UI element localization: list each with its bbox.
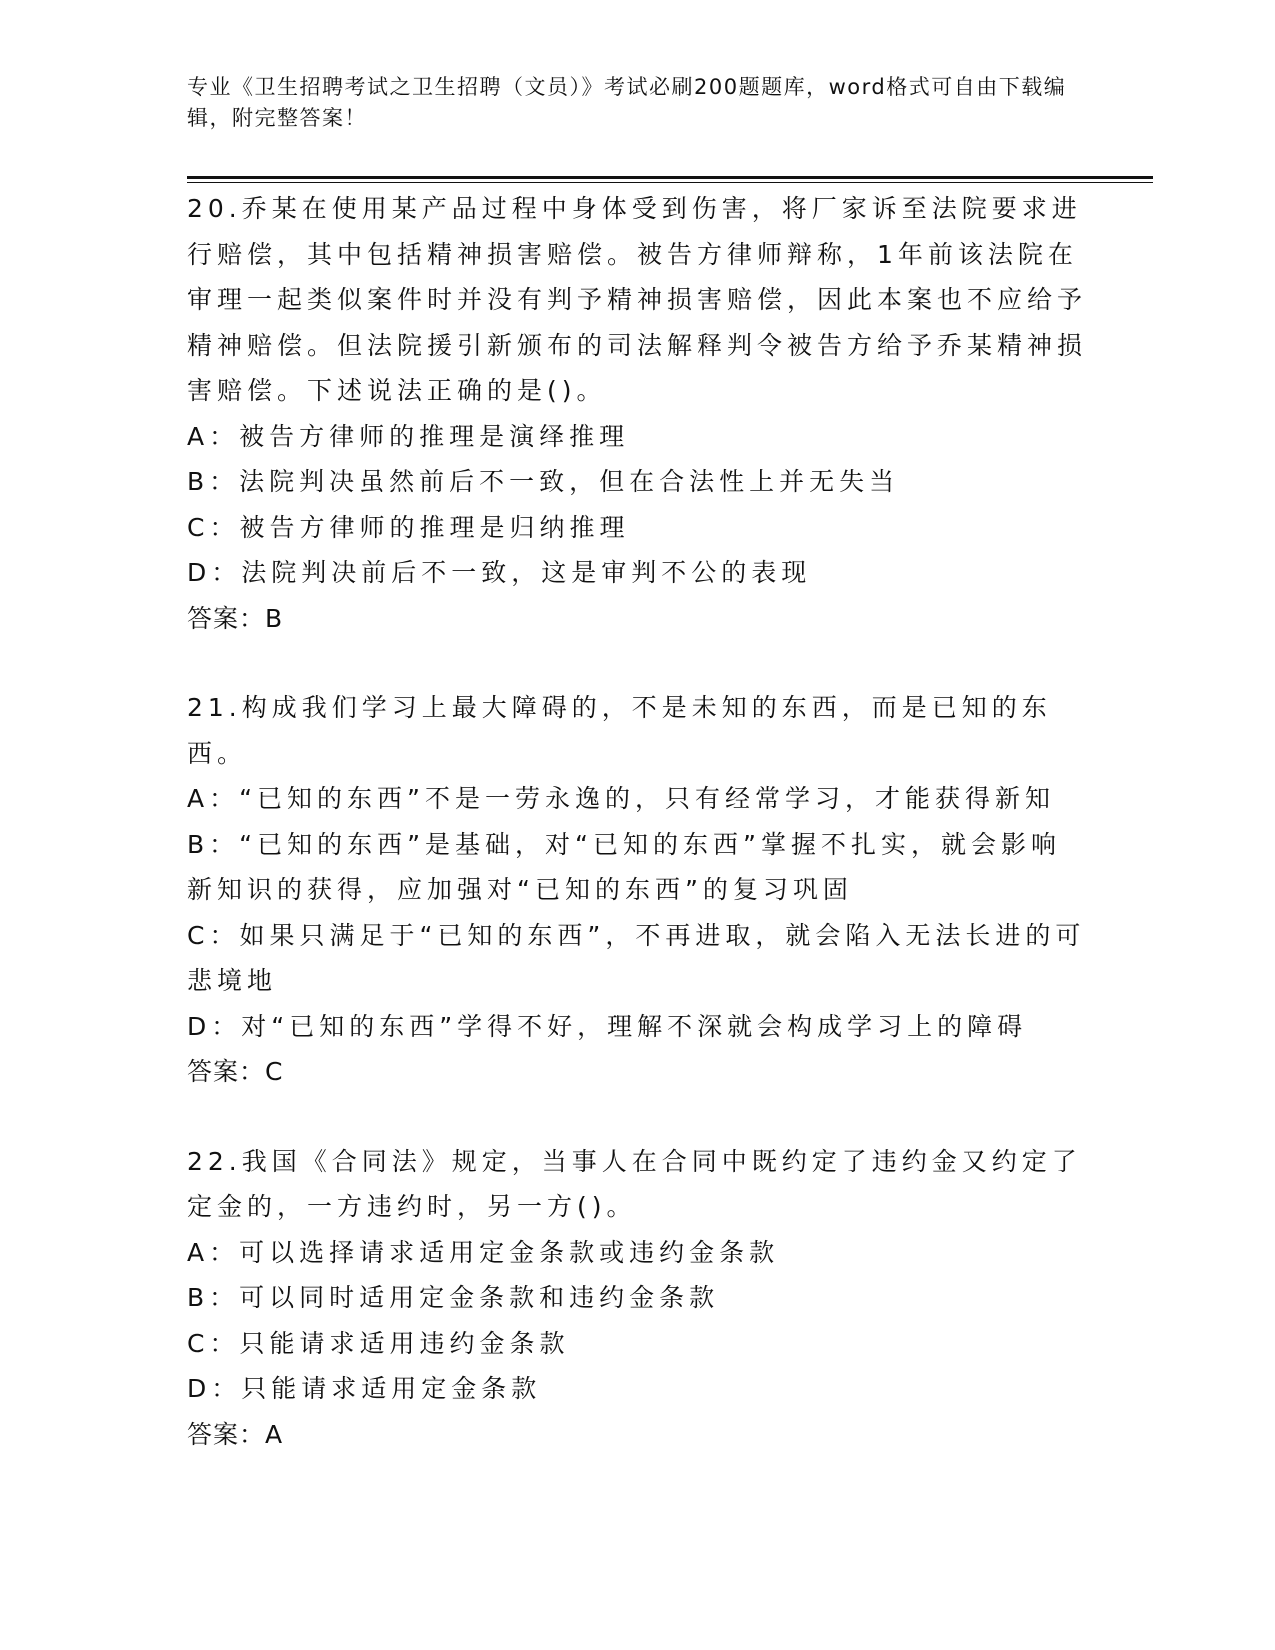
option-c: C：只能请求适用违约金条款	[187, 1328, 570, 1358]
answer: 答案：C	[187, 1057, 284, 1086]
header-rule	[187, 176, 1153, 183]
option-d: D：对“已知的东西”学得不好，理解不深就会构成学习上的障碍	[187, 1011, 1028, 1041]
question-stem: 20.乔某在使用某产品过程中身体受到伤害，将厂家诉至法院要求进行赔偿，其中包括精神损害赔偿。被告方律师辩称，1年前该法院在审理一起类似案件时并没有判予精神损害赔偿，因此本案也不应给予精神赔偿。但法院援引新颁布的司法解释判令被告方给予乔某精神损害赔偿。下述说法正确的是()。	[187, 194, 1088, 405]
header-rule-thick-line	[187, 176, 1153, 179]
option-b: B：“已知的东西”是基础，对“已知的东西”掌握不扎实，就会影响新知识的获得，应加强对“已知的东西”的复习巩固	[187, 829, 1061, 904]
option-d: D：法院判决前后不一致，这是审判不公的表现	[187, 558, 812, 587]
question-20	[187, 186, 1087, 641]
document-header: 专业《卫生招聘考试之卫生招聘（文员）》考试必刷200题题库，word格式可自由下载编辑，附完整答案！	[187, 75, 1067, 130]
question-list	[187, 186, 1087, 1501]
answer: 答案：A	[187, 1419, 284, 1449]
question-21	[187, 685, 1087, 1095]
option-a: A：可以选择请求适用定金条款或违约金条款	[187, 1237, 780, 1267]
question-stem: 22.我国《合同法》规定，当事人在合同中既约定了违约金又约定了定金的，一方违约时，另一方()。	[187, 1146, 1082, 1221]
option-b: B：可以同时适用定金条款和违约金条款	[187, 1283, 720, 1312]
option-c: C：如果只满足于“已知的东西”，不再进取，就会陷入无法长进的可悲境地	[187, 920, 1086, 995]
question-22	[187, 1139, 1087, 1458]
header-rule-thin-line	[187, 182, 1153, 183]
option-c: C：被告方律师的推理是归纳推理	[187, 512, 630, 542]
option-a: A：被告方律师的推理是演绎推理	[187, 421, 630, 451]
option-b: B：法院判决虽然前后不一致，但在合法性上并无失当	[187, 467, 900, 496]
question-stem: 21.构成我们学习上最大障碍的，不是未知的东西，而是已知的东西。	[187, 693, 1052, 768]
option-a: A：“已知的东西”不是一劳永逸的，只有经常学习，才能获得新知	[187, 784, 1056, 813]
option-d: D：只能请求适用定金条款	[187, 1374, 542, 1403]
answer: 答案：B	[187, 603, 284, 633]
